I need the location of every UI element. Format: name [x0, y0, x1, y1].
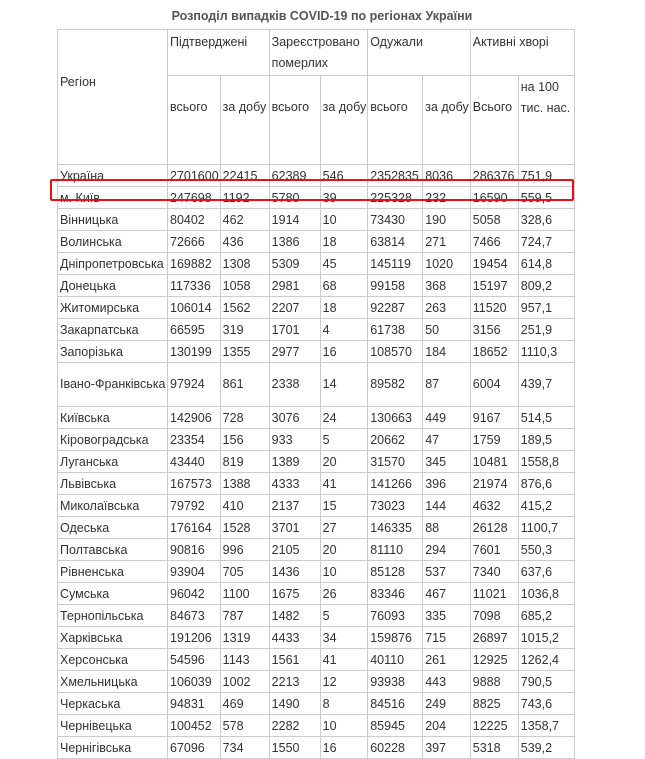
cell-active-per-100k: 809,2 [518, 275, 574, 297]
cell-recovered-total: 73023 [368, 495, 423, 517]
cell-deaths-total: 62389 [269, 165, 320, 187]
cell-confirmed-total: 23354 [168, 429, 221, 451]
cell-deaths-per-day: 20 [320, 451, 368, 473]
cell-recovered-total: 85128 [368, 561, 423, 583]
cell-confirmed-total: 94831 [168, 693, 221, 715]
cell-recovered-per-day: 190 [423, 209, 471, 231]
cell-deaths-total: 2207 [269, 297, 320, 319]
cell-recovered-total: 73430 [368, 209, 423, 231]
cell-active-total: 4632 [470, 495, 518, 517]
table-row [58, 253, 575, 275]
cell-recovered-total: 141266 [368, 473, 423, 495]
cell-region: Рівненська [58, 561, 168, 583]
header-confirmed-per-day: за добу [220, 76, 269, 165]
table-row [58, 341, 575, 363]
cell-deaths-per-day: 41 [320, 649, 368, 671]
cell-confirmed-total: 43440 [168, 451, 221, 473]
cell-confirmed-total: 191206 [168, 627, 221, 649]
cell-recovered-per-day: 715 [423, 627, 471, 649]
cell-deaths-total: 1701 [269, 319, 320, 341]
cell-deaths-per-day: 15 [320, 495, 368, 517]
cell-deaths-total: 1482 [269, 605, 320, 627]
cell-active-per-100k: 328,6 [518, 209, 574, 231]
cell-confirmed-per-day: 578 [220, 715, 269, 737]
cell-confirmed-per-day: 1528 [220, 517, 269, 539]
cell-deaths-per-day: 39 [320, 187, 368, 209]
cell-active-total: 18652 [470, 341, 518, 363]
table-row [58, 517, 575, 539]
header-recovered: Одужали [368, 30, 471, 76]
cell-recovered-per-day: 449 [423, 407, 471, 429]
cell-active-per-100k: 685,2 [518, 605, 574, 627]
cell-active-per-100k: 1015,2 [518, 627, 574, 649]
cell-active-total: 12925 [470, 649, 518, 671]
cell-confirmed-per-day: 1058 [220, 275, 269, 297]
cell-active-total: 9888 [470, 671, 518, 693]
cell-active-per-100k: 637,6 [518, 561, 574, 583]
cell-deaths-total: 4433 [269, 627, 320, 649]
cell-confirmed-total: 66595 [168, 319, 221, 341]
table-row [58, 429, 575, 451]
cell-confirmed-per-day: 319 [220, 319, 269, 341]
cell-deaths-per-day: 4 [320, 319, 368, 341]
table-row [58, 165, 575, 187]
cell-active-total: 7340 [470, 561, 518, 583]
cell-active-total: 11520 [470, 297, 518, 319]
cell-confirmed-total: 80402 [168, 209, 221, 231]
cell-recovered-total: 146335 [368, 517, 423, 539]
table-row [58, 627, 575, 649]
cell-deaths-total: 3076 [269, 407, 320, 429]
cell-confirmed-per-day: 819 [220, 451, 269, 473]
cell-deaths-per-day: 16 [320, 737, 368, 759]
cell-active-per-100k: 790,5 [518, 671, 574, 693]
cell-active-total: 9167 [470, 407, 518, 429]
header-active-per-100k: на 100 тис. нас. [518, 76, 574, 165]
cell-region: Україна [58, 165, 168, 187]
cell-deaths-per-day: 10 [320, 715, 368, 737]
cell-deaths-per-day: 18 [320, 231, 368, 253]
cell-region: Запорізька [58, 341, 168, 363]
table-row [58, 649, 575, 671]
cell-region: Чернігівська [58, 737, 168, 759]
cell-region: Харківська [58, 627, 168, 649]
table-row [58, 693, 575, 715]
cell-region: м. Київ [58, 187, 168, 209]
cell-recovered-per-day: 335 [423, 605, 471, 627]
cell-confirmed-total: 106014 [168, 297, 221, 319]
cell-deaths-total: 3701 [269, 517, 320, 539]
cell-region: Луганська [58, 451, 168, 473]
cell-deaths-total: 2137 [269, 495, 320, 517]
cell-deaths-total: 2338 [269, 363, 320, 407]
cell-region: Черкаська [58, 693, 168, 715]
cell-active-total: 5058 [470, 209, 518, 231]
cell-region: Чернівецька [58, 715, 168, 737]
cell-recovered-total: 85945 [368, 715, 423, 737]
table-row [58, 231, 575, 253]
cell-deaths-per-day: 18 [320, 297, 368, 319]
cell-active-per-100k: 539,2 [518, 737, 574, 759]
cell-active-total: 5318 [470, 737, 518, 759]
cell-confirmed-per-day: 1562 [220, 297, 269, 319]
cell-confirmed-total: 97924 [168, 363, 221, 407]
cell-active-total: 3156 [470, 319, 518, 341]
table-body [58, 165, 575, 759]
cell-recovered-total: 108570 [368, 341, 423, 363]
cell-active-per-100k: 189,5 [518, 429, 574, 451]
cell-confirmed-per-day: 22415 [220, 165, 269, 187]
header-active: Активні хворі [470, 30, 574, 76]
cell-active-per-100k: 1100,7 [518, 517, 574, 539]
cell-recovered-total: 99158 [368, 275, 423, 297]
cell-region: Івано-​Франківська [58, 363, 168, 407]
cell-confirmed-total: 79792 [168, 495, 221, 517]
cell-recovered-total: 76093 [368, 605, 423, 627]
cell-active-per-100k: 514,5 [518, 407, 574, 429]
cell-recovered-total: 20662 [368, 429, 423, 451]
cell-recovered-per-day: 443 [423, 671, 471, 693]
cell-confirmed-total: 142906 [168, 407, 221, 429]
cell-active-total: 21974 [470, 473, 518, 495]
cell-active-per-100k: 614,8 [518, 253, 574, 275]
cell-recovered-per-day: 88 [423, 517, 471, 539]
table-row [58, 605, 575, 627]
cell-active-per-100k: 957,1 [518, 297, 574, 319]
cell-active-total: 12225 [470, 715, 518, 737]
cell-confirmed-per-day: 728 [220, 407, 269, 429]
cell-confirmed-per-day: 462 [220, 209, 269, 231]
cell-active-per-100k: 751,9 [518, 165, 574, 187]
header-recovered-total: всього [368, 76, 423, 165]
table-row [58, 715, 575, 737]
cell-confirmed-per-day: 156 [220, 429, 269, 451]
cell-confirmed-total: 130199 [168, 341, 221, 363]
cell-region: Миколаївська [58, 495, 168, 517]
cell-region: Херсонська [58, 649, 168, 671]
cell-confirmed-total: 54596 [168, 649, 221, 671]
cell-region: Закарпатська [58, 319, 168, 341]
table-row [58, 737, 575, 759]
cell-confirmed-total: 84673 [168, 605, 221, 627]
cell-confirmed-total: 169882 [168, 253, 221, 275]
cell-active-total: 7601 [470, 539, 518, 561]
cell-deaths-per-day: 8 [320, 693, 368, 715]
cell-active-per-100k: 1110,3 [518, 341, 574, 363]
header-deaths-total: всього [269, 76, 320, 165]
cell-active-total: 15197 [470, 275, 518, 297]
table-row [58, 561, 575, 583]
cell-deaths-per-day: 12 [320, 671, 368, 693]
cell-confirmed-total: 176164 [168, 517, 221, 539]
cell-confirmed-total: 67096 [168, 737, 221, 759]
cell-recovered-per-day: 47 [423, 429, 471, 451]
cell-active-per-100k: 1262,4 [518, 649, 574, 671]
cell-confirmed-per-day: 410 [220, 495, 269, 517]
cell-confirmed-per-day: 734 [220, 737, 269, 759]
cell-recovered-total: 31570 [368, 451, 423, 473]
cell-region: Вінницька [58, 209, 168, 231]
cell-recovered-per-day: 144 [423, 495, 471, 517]
table-row [58, 539, 575, 561]
cell-confirmed-total: 90816 [168, 539, 221, 561]
cell-active-total: 19454 [470, 253, 518, 275]
cell-recovered-total: 61738 [368, 319, 423, 341]
cell-recovered-total: 159876 [368, 627, 423, 649]
cell-active-per-100k: 1358,7 [518, 715, 574, 737]
cell-recovered-total: 130663 [368, 407, 423, 429]
cell-confirmed-per-day: 436 [220, 231, 269, 253]
cell-confirmed-total: 167573 [168, 473, 221, 495]
cell-active-total: 26897 [470, 627, 518, 649]
header-confirmed: Підтверджені [168, 30, 270, 76]
cell-active-per-100k: 439,7 [518, 363, 574, 407]
cell-region: Хмельницька [58, 671, 168, 693]
cell-region: Волинська [58, 231, 168, 253]
cell-deaths-total: 1436 [269, 561, 320, 583]
cell-confirmed-per-day: 787 [220, 605, 269, 627]
cell-deaths-per-day: 14 [320, 363, 368, 407]
cell-region: Одеська [58, 517, 168, 539]
header-active-total: Всього [470, 76, 518, 165]
cell-active-total: 286376 [470, 165, 518, 187]
cell-deaths-total: 2977 [269, 341, 320, 363]
header-recovered-per-day: за добу [423, 76, 471, 165]
cell-active-total: 10481 [470, 451, 518, 473]
table-row [58, 187, 575, 209]
cell-confirmed-per-day: 705 [220, 561, 269, 583]
cell-region: Дніпропетровська [58, 253, 168, 275]
cell-recovered-total: 81110 [368, 539, 423, 561]
cell-region: Тернопільська [58, 605, 168, 627]
cell-recovered-per-day: 8036 [423, 165, 471, 187]
table-row [58, 473, 575, 495]
cell-region: Кіровоградська [58, 429, 168, 451]
cell-active-per-100k: 559,5 [518, 187, 574, 209]
cell-deaths-per-day: 41 [320, 473, 368, 495]
cell-deaths-per-day: 34 [320, 627, 368, 649]
cell-active-per-100k: 876,6 [518, 473, 574, 495]
cell-confirmed-per-day: 1319 [220, 627, 269, 649]
cell-confirmed-per-day: 861 [220, 363, 269, 407]
cell-recovered-total: 225328 [368, 187, 423, 209]
cell-recovered-per-day: 1020 [423, 253, 471, 275]
cell-deaths-per-day: 5 [320, 429, 368, 451]
cell-confirmed-per-day: 996 [220, 539, 269, 561]
table-row [58, 583, 575, 605]
header-deaths-per-day: за добу [320, 76, 368, 165]
header-deaths: Зареєстровано померлих [269, 30, 368, 76]
cell-deaths-per-day: 16 [320, 341, 368, 363]
cell-deaths-per-day: 24 [320, 407, 368, 429]
cell-confirmed-total: 2701600 [168, 165, 221, 187]
cell-recovered-per-day: 396 [423, 473, 471, 495]
cell-active-total: 8825 [470, 693, 518, 715]
cell-active-total: 1759 [470, 429, 518, 451]
table-row [58, 495, 575, 517]
cell-recovered-per-day: 263 [423, 297, 471, 319]
cell-confirmed-total: 100452 [168, 715, 221, 737]
cell-recovered-per-day: 232 [423, 187, 471, 209]
cell-recovered-total: 83346 [368, 583, 423, 605]
cell-region: Донецька [58, 275, 168, 297]
cell-confirmed-per-day: 1143 [220, 649, 269, 671]
cell-confirmed-per-day: 1388 [220, 473, 269, 495]
cell-active-per-100k: 550,3 [518, 539, 574, 561]
cell-deaths-total: 2105 [269, 539, 320, 561]
cell-deaths-per-day: 68 [320, 275, 368, 297]
cell-recovered-per-day: 537 [423, 561, 471, 583]
cell-deaths-total: 1561 [269, 649, 320, 671]
cell-deaths-total: 5309 [269, 253, 320, 275]
cell-recovered-per-day: 397 [423, 737, 471, 759]
cell-deaths-total: 1675 [269, 583, 320, 605]
cell-deaths-total: 2282 [269, 715, 320, 737]
cell-recovered-total: 84516 [368, 693, 423, 715]
cell-confirmed-per-day: 1192 [220, 187, 269, 209]
cell-recovered-per-day: 204 [423, 715, 471, 737]
cell-confirmed-per-day: 1002 [220, 671, 269, 693]
cell-confirmed-per-day: 1308 [220, 253, 269, 275]
cell-deaths-per-day: 26 [320, 583, 368, 605]
cell-active-total: 11021 [470, 583, 518, 605]
cell-recovered-total: 92287 [368, 297, 423, 319]
cell-confirmed-total: 93904 [168, 561, 221, 583]
cell-recovered-total: 89582 [368, 363, 423, 407]
cell-active-total: 6004 [470, 363, 518, 407]
cell-deaths-per-day: 20 [320, 539, 368, 561]
table-row [58, 319, 575, 341]
table-caption: Розподіл випадків COVID-19 по регіонах України [171, 9, 473, 23]
cell-confirmed-per-day: 469 [220, 693, 269, 715]
cell-deaths-total: 2981 [269, 275, 320, 297]
cell-deaths-per-day: 45 [320, 253, 368, 275]
cell-confirmed-total: 106039 [168, 671, 221, 693]
cell-region: Житомирська [58, 297, 168, 319]
cell-active-total: 7466 [470, 231, 518, 253]
covid-regions-table [57, 29, 575, 759]
cell-deaths-total: 1490 [269, 693, 320, 715]
table-row [58, 363, 575, 407]
cell-active-per-100k: 1558,8 [518, 451, 574, 473]
cell-deaths-total: 1550 [269, 737, 320, 759]
cell-deaths-per-day: 10 [320, 561, 368, 583]
cell-confirmed-per-day: 1100 [220, 583, 269, 605]
cell-recovered-per-day: 50 [423, 319, 471, 341]
cell-region: Полтавська [58, 539, 168, 561]
cell-deaths-per-day: 5 [320, 605, 368, 627]
cell-deaths-per-day: 27 [320, 517, 368, 539]
cell-recovered-total: 145119 [368, 253, 423, 275]
cell-deaths-per-day: 10 [320, 209, 368, 231]
cell-recovered-total: 63814 [368, 231, 423, 253]
cell-recovered-total: 60228 [368, 737, 423, 759]
cell-recovered-total: 40110 [368, 649, 423, 671]
cell-recovered-total: 93938 [368, 671, 423, 693]
cell-recovered-per-day: 294 [423, 539, 471, 561]
cell-deaths-total: 1386 [269, 231, 320, 253]
table-row [58, 671, 575, 693]
cell-deaths-total: 933 [269, 429, 320, 451]
cell-active-total: 26128 [470, 517, 518, 539]
table-row [58, 407, 575, 429]
cell-recovered-per-day: 249 [423, 693, 471, 715]
table-row [58, 275, 575, 297]
cell-active-total: 16590 [470, 187, 518, 209]
cell-recovered-total: 2352835 [368, 165, 423, 187]
cell-recovered-per-day: 87 [423, 363, 471, 407]
cell-recovered-per-day: 345 [423, 451, 471, 473]
cell-region: Львівська [58, 473, 168, 495]
header-confirmed-total: всього [168, 76, 221, 165]
table-row [58, 209, 575, 231]
cell-active-per-100k: 724,7 [518, 231, 574, 253]
cell-deaths-per-day: 546 [320, 165, 368, 187]
table-row [58, 451, 575, 473]
cell-deaths-total: 4333 [269, 473, 320, 495]
cell-deaths-total: 1389 [269, 451, 320, 473]
cell-region: Київська [58, 407, 168, 429]
header-region: Регіон [58, 30, 168, 165]
cell-recovered-per-day: 261 [423, 649, 471, 671]
cell-active-per-100k: 1036,8 [518, 583, 574, 605]
cell-active-per-100k: 415,2 [518, 495, 574, 517]
cell-recovered-per-day: 271 [423, 231, 471, 253]
cell-confirmed-per-day: 1355 [220, 341, 269, 363]
cell-active-per-100k: 743,6 [518, 693, 574, 715]
table-row [58, 297, 575, 319]
cell-recovered-per-day: 184 [423, 341, 471, 363]
cell-confirmed-total: 117336 [168, 275, 221, 297]
cell-deaths-total: 5780 [269, 187, 320, 209]
cell-active-per-100k: 251,9 [518, 319, 574, 341]
cell-recovered-per-day: 467 [423, 583, 471, 605]
cell-confirmed-total: 96042 [168, 583, 221, 605]
cell-active-total: 7098 [470, 605, 518, 627]
cell-region: Сумська [58, 583, 168, 605]
cell-deaths-total: 2213 [269, 671, 320, 693]
cell-confirmed-total: 247698 [168, 187, 221, 209]
cell-confirmed-total: 72666 [168, 231, 221, 253]
cell-deaths-total: 1914 [269, 209, 320, 231]
cell-recovered-per-day: 368 [423, 275, 471, 297]
